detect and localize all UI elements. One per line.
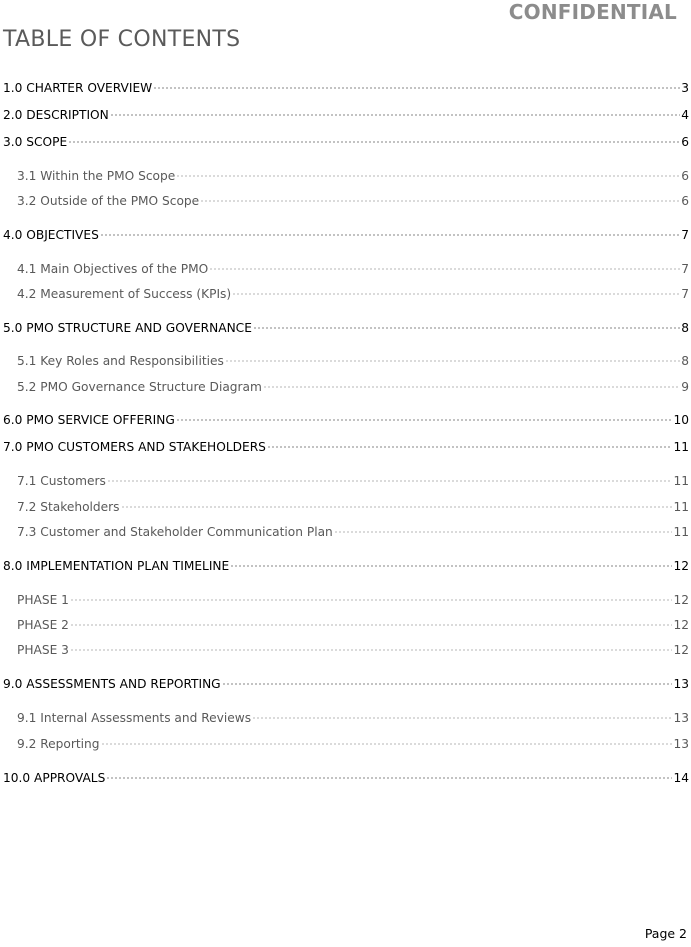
dot-leader (110, 101, 680, 119)
toc-entry-page: 13 (673, 711, 689, 725)
toc-entry-structure-governance[interactable] (3, 314, 689, 335)
toc-entry-page: 12 (673, 643, 689, 657)
dot-leader (121, 493, 673, 511)
toc-entry-key-roles[interactable] (17, 347, 689, 368)
dot-leader (222, 670, 673, 688)
toc-entry-page: 7 (681, 228, 689, 242)
toc-entry-page: 10 (673, 413, 689, 427)
toc-entry-page: 6 (681, 169, 689, 183)
dot-leader (334, 518, 673, 536)
dot-leader (70, 586, 673, 604)
toc-entry-label: 1.0 CHARTER OVERVIEW (3, 81, 153, 95)
dot-leader (232, 280, 680, 298)
toc-entry-label: PHASE 2 (17, 618, 69, 632)
toc-entry-label: 7.3 Customer and Stakeholder Communication Plan (17, 525, 333, 539)
toc-entry-page: 3 (681, 81, 689, 95)
toc-entry-phase-2[interactable] (17, 611, 689, 632)
toc-entry-within-pmo-scope[interactable] (17, 162, 689, 183)
toc-entry-assessments-reporting[interactable] (3, 670, 689, 691)
toc-entry-label: 5.1 Key Roles and Responsibilities (17, 354, 224, 368)
toc-entry-label: 3.0 SCOPE (3, 135, 68, 149)
dot-leader (267, 433, 673, 451)
toc-entry-page: 9 (681, 380, 689, 394)
toc-entry-page: 6 (681, 135, 689, 149)
dot-leader (200, 187, 680, 205)
toc-entry-label: 3.2 Outside of the PMO Scope (17, 194, 200, 208)
toc-entry-phase-3[interactable] (17, 636, 689, 657)
toc-entry-scope[interactable] (3, 128, 689, 149)
toc-entry-approvals[interactable] (3, 764, 689, 785)
toc-entry-page: 14 (673, 771, 689, 785)
toc-entry-label: 3.1 Within the PMO Scope (17, 169, 176, 183)
dot-leader (153, 74, 680, 92)
toc-entry-outside-pmo-scope[interactable] (17, 187, 689, 208)
toc-entry-page: 8 (681, 321, 689, 335)
toc-entry-customers-stakeholders[interactable] (3, 433, 689, 454)
toc-entry-page: 11 (673, 474, 689, 488)
toc-entry-phase-1[interactable] (17, 586, 689, 607)
dot-leader (176, 162, 680, 180)
toc-entry-label: 2.0 DESCRIPTION (3, 108, 109, 122)
toc-entry-label: 4.0 OBJECTIVES (3, 228, 99, 242)
toc-entry-page: 7 (681, 287, 689, 301)
toc-entry-label: 9.1 Internal Assessments and Reviews (17, 711, 252, 725)
dot-leader (176, 406, 673, 424)
toc-entry-page: 12 (673, 593, 689, 607)
toc-entry-page: 11 (673, 525, 689, 539)
dot-leader (106, 764, 672, 782)
toc-entry-page: 12 (673, 559, 689, 573)
toc-entry-governance-diagram[interactable] (17, 373, 689, 394)
dot-leader (101, 730, 673, 748)
toc-entry-measurement-of-success[interactable] (17, 280, 689, 301)
toc-entry-label: 10.0 APPROVALS (3, 771, 106, 785)
toc-entry-label: 8.0 IMPLEMENTATION PLAN TIMELINE (3, 559, 230, 573)
dot-leader (107, 467, 673, 485)
confidential-label: CONFIDENTIAL (508, 0, 677, 24)
toc-entry-page: 6 (681, 194, 689, 208)
toc-entry-page: 13 (673, 737, 689, 751)
dot-leader (252, 704, 672, 722)
toc-entry-internal-assessments[interactable] (17, 704, 689, 725)
toc-entry-page: 13 (673, 677, 689, 691)
toc-entry-implementation-timeline[interactable] (3, 552, 689, 573)
toc-entry-page: 11 (673, 500, 689, 514)
toc-entry-reporting[interactable] (17, 730, 689, 751)
dot-leader (209, 255, 680, 273)
toc-entry-label: 4.1 Main Objectives of the PMO (17, 262, 209, 276)
toc-entry-charter-overview[interactable] (3, 74, 689, 95)
toc-entry-main-objectives[interactable] (17, 255, 689, 276)
toc-entry-label: 9.0 ASSESSMENTS AND REPORTING (3, 677, 221, 691)
toc-entry-label: 9.2 Reporting (17, 737, 100, 751)
toc-entry-page: 8 (681, 354, 689, 368)
toc-entry-label: 5.0 PMO STRUCTURE AND GOVERNANCE (3, 321, 252, 335)
toc-entry-page: 12 (673, 618, 689, 632)
dot-leader (68, 128, 680, 146)
toc-entry-stakeholders[interactable] (17, 493, 689, 514)
toc-entry-service-offering[interactable] (3, 406, 689, 427)
dot-leader (263, 373, 680, 391)
toc-entry-page: 4 (681, 108, 689, 122)
toc-entry-page: 7 (681, 262, 689, 276)
page-title: TABLE OF CONTENTS (3, 27, 241, 52)
dot-leader (100, 221, 680, 239)
dot-leader (70, 611, 673, 629)
toc-entry-label: 7.0 PMO CUSTOMERS AND STAKEHOLDERS (3, 440, 266, 454)
page-number: Page 2 (644, 926, 687, 941)
toc-entry-label: 5.2 PMO Governance Structure Diagram (17, 380, 262, 394)
toc-entry-communication-plan[interactable] (17, 518, 689, 539)
toc-entry-customers[interactable] (17, 467, 689, 488)
dot-leader (230, 552, 672, 570)
toc-entry-label: 6.0 PMO SERVICE OFFERING (3, 413, 175, 427)
toc-entry-label: 4.2 Measurement of Success (KPIs) (17, 287, 232, 301)
toc-entry-description[interactable] (3, 101, 689, 122)
dot-leader (70, 636, 673, 654)
toc-entry-label: PHASE 3 (17, 643, 69, 657)
toc-entry-label: 7.2 Stakeholders (17, 500, 120, 514)
toc-entry-label: 7.1 Customers (17, 474, 106, 488)
dot-leader (225, 347, 680, 365)
dot-leader (253, 314, 680, 332)
toc-entry-page: 11 (673, 440, 689, 454)
toc-entry-objectives[interactable] (3, 221, 689, 242)
toc-entry-label: PHASE 1 (17, 593, 69, 607)
